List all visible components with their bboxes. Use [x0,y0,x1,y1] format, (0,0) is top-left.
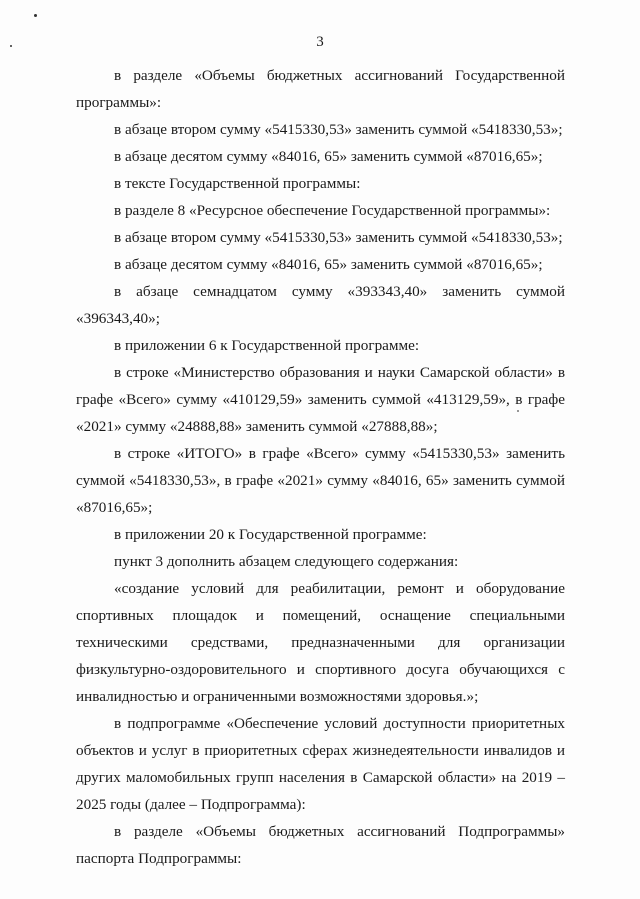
paragraph: «создание условий для реабилитации, ремонт и оборудование спортивных площадок и помещений, оснащение специальными техническими средствами, предназначенными для организации физкультурно-оздоровительного и спортивного досуга обучающихся с инвалидностью и ограниченными возможностями здоровья.»; [76,580,565,705]
paragraph: в абзаце десятом сумму «84016, 65» заменить суммой «87016,65»; [114,256,543,273]
paragraph: в тексте Государственной программы: [114,175,361,192]
paragraph: в разделе «Объемы бюджетных ассигнований Подпрограммы» паспорта Подпрограммы: [76,823,565,867]
paragraph: в строке «ИТОГО» в графе «Всего» сумму «5415330,53» заменить суммой «5418330,53», в графе «2021» сумму «84016, 65» заменить суммой «87016,65»; [76,445,565,516]
paragraph: в абзаце втором сумму «5415330,53» заменить суммой «5418330,53»; [114,121,563,138]
paragraph: в разделе «Объемы бюджетных ассигнований Государственной программы»: [76,67,565,111]
paragraph: в приложении 20 к Государственной программе: [114,526,427,543]
scan-speck [34,14,37,17]
paragraph: в абзаце семнадцатом сумму «393343,40» заменить суммой «396343,40»; [76,283,565,327]
page-number: 3 [316,34,324,50]
document-body [76,62,565,872]
paragraph: в приложении 6 к Государственной программе: [114,337,420,354]
paragraph: в абзаце десятом сумму «84016, 65» заменить суммой «87016,65»; [114,148,543,165]
paragraph: в подпрограмме «Обеспечение условий доступности приоритетных объектов и услуг в приоритетных сферах жизнедеятельности инвалидов и других маломобильных групп населения в Самарской области» на 2019 – 2025 годы (далее – Подпрограмма): [76,715,565,813]
paragraph: в разделе 8 «Ресурсное обеспечение Государственной программы»: [114,202,551,219]
paragraph: в строке «Министерство образования и науки Самарской области» в графе «Всего» сумму «410129,59» заменить суммой «413129,59», в графе «2021» сумму «24888,88» заменить суммой «27888,88»; [76,364,565,435]
paragraph: пункт 3 дополнить абзацем следующего содержания: [114,553,459,570]
paragraph: в абзаце втором сумму «5415330,53» заменить суммой «5418330,53»; [114,229,563,246]
